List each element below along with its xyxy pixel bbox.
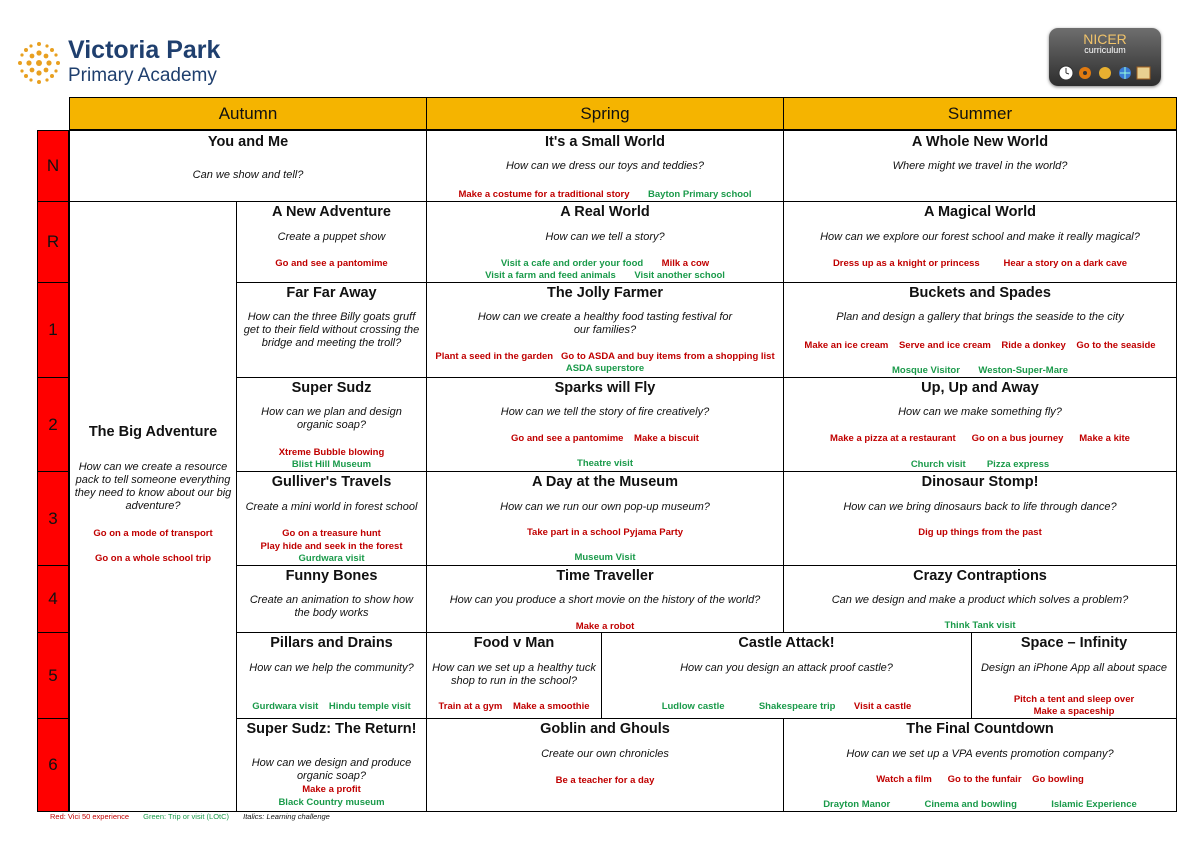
experience-line xyxy=(786,258,1174,270)
topic-title: Up, Up and Away xyxy=(921,380,1039,396)
experience-line xyxy=(429,258,781,270)
legend-green: Green: Trip or visit (LOtC) xyxy=(143,812,230,821)
experience-line xyxy=(604,701,969,713)
vici-experience: Go to the funfair xyxy=(947,774,1022,785)
learning-challenge: How can we set up a healthy tuck shop to run in the school? xyxy=(432,662,596,687)
trip-visit: Bayton Primary school xyxy=(648,189,752,200)
nursery-summer-cell xyxy=(783,130,1177,202)
year3-summer-cell xyxy=(783,471,1177,566)
topic-title: Buckets and Spades xyxy=(909,285,1051,301)
trip-visit: Church visit xyxy=(910,459,966,470)
topic-title: A Real World xyxy=(560,204,650,220)
season-header-spring: Spring xyxy=(426,97,784,130)
vici-experience: Make a pizza at a restaurant xyxy=(830,433,956,444)
row-header-year6: 6 xyxy=(37,718,69,812)
learning-challenge: How can we tell a story? xyxy=(545,231,665,243)
vici-experience: Make a profit xyxy=(302,784,361,795)
vici-experience: Ride a donkey xyxy=(1001,340,1066,351)
row-header-year4: 4 xyxy=(37,565,69,633)
vici-experience: Be a teacher for a day xyxy=(555,775,655,786)
learning-challenge: Can we design and make a product which solves a problem? xyxy=(831,594,1129,606)
learning-challenge: How can we explore our forest school and make it really magical? xyxy=(820,231,1140,243)
vici-experience: Make a kite xyxy=(1079,433,1130,444)
row-header-year1: 1 xyxy=(37,282,69,378)
vici-experience: Go to the seaside xyxy=(1076,340,1156,351)
badge-title: NICER xyxy=(1083,31,1127,47)
trip-visit: Visit a cafe and order your food xyxy=(500,258,644,269)
reception-autumn-cell xyxy=(236,201,427,283)
vici-experience: Watch a film xyxy=(876,774,932,785)
experience-line xyxy=(786,774,1174,786)
learning-challenge: Design an iPhone App all about space xyxy=(980,662,1168,674)
trip-visit: Black Country museum xyxy=(278,797,385,808)
vici-experience: Visit a castle xyxy=(853,701,912,712)
learning-challenge: How can we tell the story of fire creatively? xyxy=(500,406,710,418)
nicer-curriculum-badge xyxy=(1049,28,1161,86)
learning-challenge: How can we set up a VPA events promotion company? xyxy=(846,748,1114,760)
trip-visit: Drayton Manor xyxy=(823,799,891,810)
learning-challenge: Where might we travel in the world? xyxy=(892,160,1068,172)
experience-line xyxy=(429,701,599,713)
vici-experience: Pitch a tent and sleep over xyxy=(1013,694,1135,705)
vici-experience: Make a smoothie xyxy=(512,701,590,712)
topic-title: Funny Bones xyxy=(285,568,378,584)
topic-title: Gulliver's Travels xyxy=(271,474,392,490)
learning-challenge: Plan and design a gallery that brings the seaside to the city xyxy=(836,311,1124,323)
year2-summer-cell xyxy=(783,377,1177,472)
trip-visit: Gurdwara visit xyxy=(298,553,365,564)
topic-title: A Whole New World xyxy=(911,134,1049,150)
experience-line xyxy=(786,799,1174,811)
experience-line xyxy=(239,701,424,713)
learning-challenge: How can you design an attack proof castle? xyxy=(680,662,893,674)
trip-visit: Visit a farm and feed animals xyxy=(485,270,616,281)
topic-title: Crazy Contraptions xyxy=(913,568,1047,584)
big-adventure-cell xyxy=(69,201,237,812)
trip-visit: Think Tank visit xyxy=(944,620,1016,631)
year6-spring-cell xyxy=(426,718,784,812)
curriculum-icons xyxy=(1057,64,1153,82)
learning-challenge: How can we bring dinosaurs back to life through dance? xyxy=(843,501,1117,513)
vici-experience: Make an ice cream xyxy=(804,340,889,351)
vici-experience: Make a robot xyxy=(575,621,635,632)
topic-title: You and Me xyxy=(207,134,289,150)
topic-title: Super Sudz xyxy=(291,380,372,396)
legend-italic: Italics: Learning challenge xyxy=(243,812,330,821)
trip-visit: Hindu temple visit xyxy=(328,701,411,712)
learning-challenge: How can we run our own pop-up museum? xyxy=(500,501,710,513)
topic-title: Goblin and Ghouls xyxy=(540,721,670,737)
vici-experience: Milk a cow xyxy=(661,258,710,269)
learning-challenge: Create an animation to show how the body works xyxy=(249,594,414,619)
topic-title: Time Traveller xyxy=(556,568,654,584)
learning-challenge: How can we dress our toys and teddies? xyxy=(505,160,705,172)
vici-experience: Take part in a school Pyjama Party xyxy=(526,527,684,538)
experience-line xyxy=(786,433,1174,445)
vici-experience: Go and see a pantomime xyxy=(275,258,388,269)
year2-autumn-cell xyxy=(236,377,427,472)
row-header-year3: 3 xyxy=(37,471,69,566)
learning-challenge: Create our own chronicles xyxy=(541,748,669,760)
vici-experience: Go on a whole school trip xyxy=(94,553,212,564)
experience-line xyxy=(786,459,1174,471)
legend-red: Red: Vici 50 experience xyxy=(50,812,130,821)
reception-summer-cell xyxy=(783,201,1177,283)
map-icon xyxy=(1137,67,1150,79)
vici-experience: Go and see a pantomime xyxy=(511,433,624,444)
topic-title: Far Far Away xyxy=(286,285,377,301)
experience-line xyxy=(429,189,781,201)
learning-challenge: How can the three Billy goats gruff get to their field without crossing the bridge and meeting the troll? xyxy=(243,311,420,349)
topic-title: Sparks will Fly xyxy=(554,380,656,396)
trip-visit: Weston-Super-Mare xyxy=(978,365,1068,376)
vici-experience: Train at a gym xyxy=(438,701,503,712)
experience-line xyxy=(786,365,1174,377)
vici-experience: Go to ASDA and buy items from a shopping list xyxy=(561,351,775,362)
trip-visit: ASDA superstore xyxy=(565,363,645,374)
learning-challenge: How can you produce a short movie on the history of the world? xyxy=(449,594,761,606)
reception-spring-cell xyxy=(426,201,784,283)
school-logo xyxy=(14,36,254,92)
trip-visit: Ludlow castle xyxy=(661,701,725,712)
trip-visit: Pizza express xyxy=(986,459,1050,470)
learning-challenge: How can we create a healthy food tasting festival for our families? xyxy=(477,311,733,336)
vici-experience: Play hide and seek in the forest xyxy=(260,541,403,552)
vici-experience: Serve and ice cream xyxy=(898,340,991,351)
experience-line xyxy=(786,340,1174,352)
year6-summer-cell xyxy=(783,718,1177,812)
year4-spring-cell xyxy=(426,565,784,633)
trip-visit: Visit another school xyxy=(634,270,725,281)
learning-challenge: How can we design and produce organic soap? xyxy=(251,757,412,782)
row-header-nursery: N xyxy=(37,130,69,202)
legend xyxy=(50,812,342,821)
topic-title: The Big Adventure xyxy=(88,424,218,440)
sun-dots-logo-icon xyxy=(14,38,64,88)
sun-icon xyxy=(1099,67,1111,79)
season-header-summer: Summer xyxy=(783,97,1177,130)
year3-autumn-cell xyxy=(236,471,427,566)
vici-experience: Hear a story on a dark cave xyxy=(1003,258,1128,269)
year4-summer-cell xyxy=(783,565,1177,633)
learning-challenge: How can we plan and design organic soap? xyxy=(261,406,402,431)
topic-title: Castle Attack! xyxy=(738,635,835,651)
vici-experience: Make a costume for a traditional story xyxy=(458,189,630,200)
topic-title: Pillars and Drains xyxy=(270,635,393,651)
year2-spring-cell xyxy=(426,377,784,472)
topic-title: It's a Small World xyxy=(544,134,665,150)
vici-experience: Make a spaceship xyxy=(1033,706,1115,717)
vici-experience: Dress up as a knight or princess xyxy=(832,258,980,269)
topic-title: The Jolly Farmer xyxy=(546,285,664,301)
year5-autumn-cell xyxy=(236,632,427,719)
year5-space-cell xyxy=(971,632,1177,719)
trip-visit: Mosque Visitor xyxy=(892,365,960,376)
learning-challenge: Create a puppet show xyxy=(277,231,386,243)
experience-line xyxy=(429,433,781,445)
trip-visit: Islamic Experience xyxy=(1051,799,1137,810)
row-header-year2: 2 xyxy=(37,377,69,472)
topic-title: A New Adventure xyxy=(272,204,391,220)
nursery-autumn-cell xyxy=(69,130,427,202)
nursery-spring-cell xyxy=(426,130,784,202)
topic-title: A Day at the Museum xyxy=(531,474,679,490)
year6-autumn-cell xyxy=(236,718,427,812)
learning-challenge: Can we show and tell? xyxy=(192,169,304,181)
topic-title: Dinosaur Stomp! xyxy=(921,474,1039,490)
school-subtitle: Primary Academy xyxy=(68,65,217,86)
vici-experience: Dig up things from the past xyxy=(918,527,1042,538)
season-header-autumn: Autumn xyxy=(69,97,427,130)
row-header-reception: R xyxy=(37,201,69,283)
vici-experience: Go bowling xyxy=(1032,774,1084,785)
year5-castle-cell xyxy=(601,632,972,719)
topic-title: Food v Man xyxy=(473,635,555,651)
trip-visit: Shakespeare trip xyxy=(758,701,836,712)
vici-experience: Make a biscuit xyxy=(634,433,699,444)
school-name: Victoria Park xyxy=(68,36,221,64)
experience-line xyxy=(429,270,781,282)
trip-visit: Cinema and bowling xyxy=(924,799,1017,810)
vici-experience: Plant a seed in the garden xyxy=(435,351,554,362)
vici-experience: Xtreme Bubble blowing xyxy=(278,447,385,458)
experience-line xyxy=(429,351,781,363)
trip-visit: Museum Visit xyxy=(574,552,636,563)
learning-challenge: How can we help the community? xyxy=(249,662,414,674)
topic-title: Space – Infinity xyxy=(1020,635,1128,651)
topic-title: Super Sudz: The Return! xyxy=(246,721,417,737)
badge-subtitle: curriculum xyxy=(1084,45,1126,55)
topic-title: The Final Countdown xyxy=(906,721,1054,737)
year1-autumn-cell xyxy=(236,282,427,378)
learning-challenge: How can we create a resource pack to tell someone everything they need to know about our big adventure? xyxy=(74,461,232,512)
learning-challenge: How can we make something fly? xyxy=(898,406,1062,418)
trip-visit: Theatre visit xyxy=(577,458,633,469)
year5-food-cell xyxy=(426,632,602,719)
year4-autumn-cell xyxy=(236,565,427,633)
learning-challenge: Create a mini world in forest school xyxy=(245,501,418,513)
trip-visit: Blist Hill Museum xyxy=(291,459,372,470)
trip-visit: Gurdwara visit xyxy=(252,701,319,712)
row-header-year5: 5 xyxy=(37,632,69,719)
year1-summer-cell xyxy=(783,282,1177,378)
topic-title: A Magical World xyxy=(924,204,1036,220)
vici-experience: Go on a treasure hunt xyxy=(282,528,381,539)
vici-experience: Go on a mode of transport xyxy=(93,528,213,539)
year1-spring-cell xyxy=(426,282,784,378)
vici-experience: Go on a bus journey xyxy=(971,433,1064,444)
year3-spring-cell xyxy=(426,471,784,566)
